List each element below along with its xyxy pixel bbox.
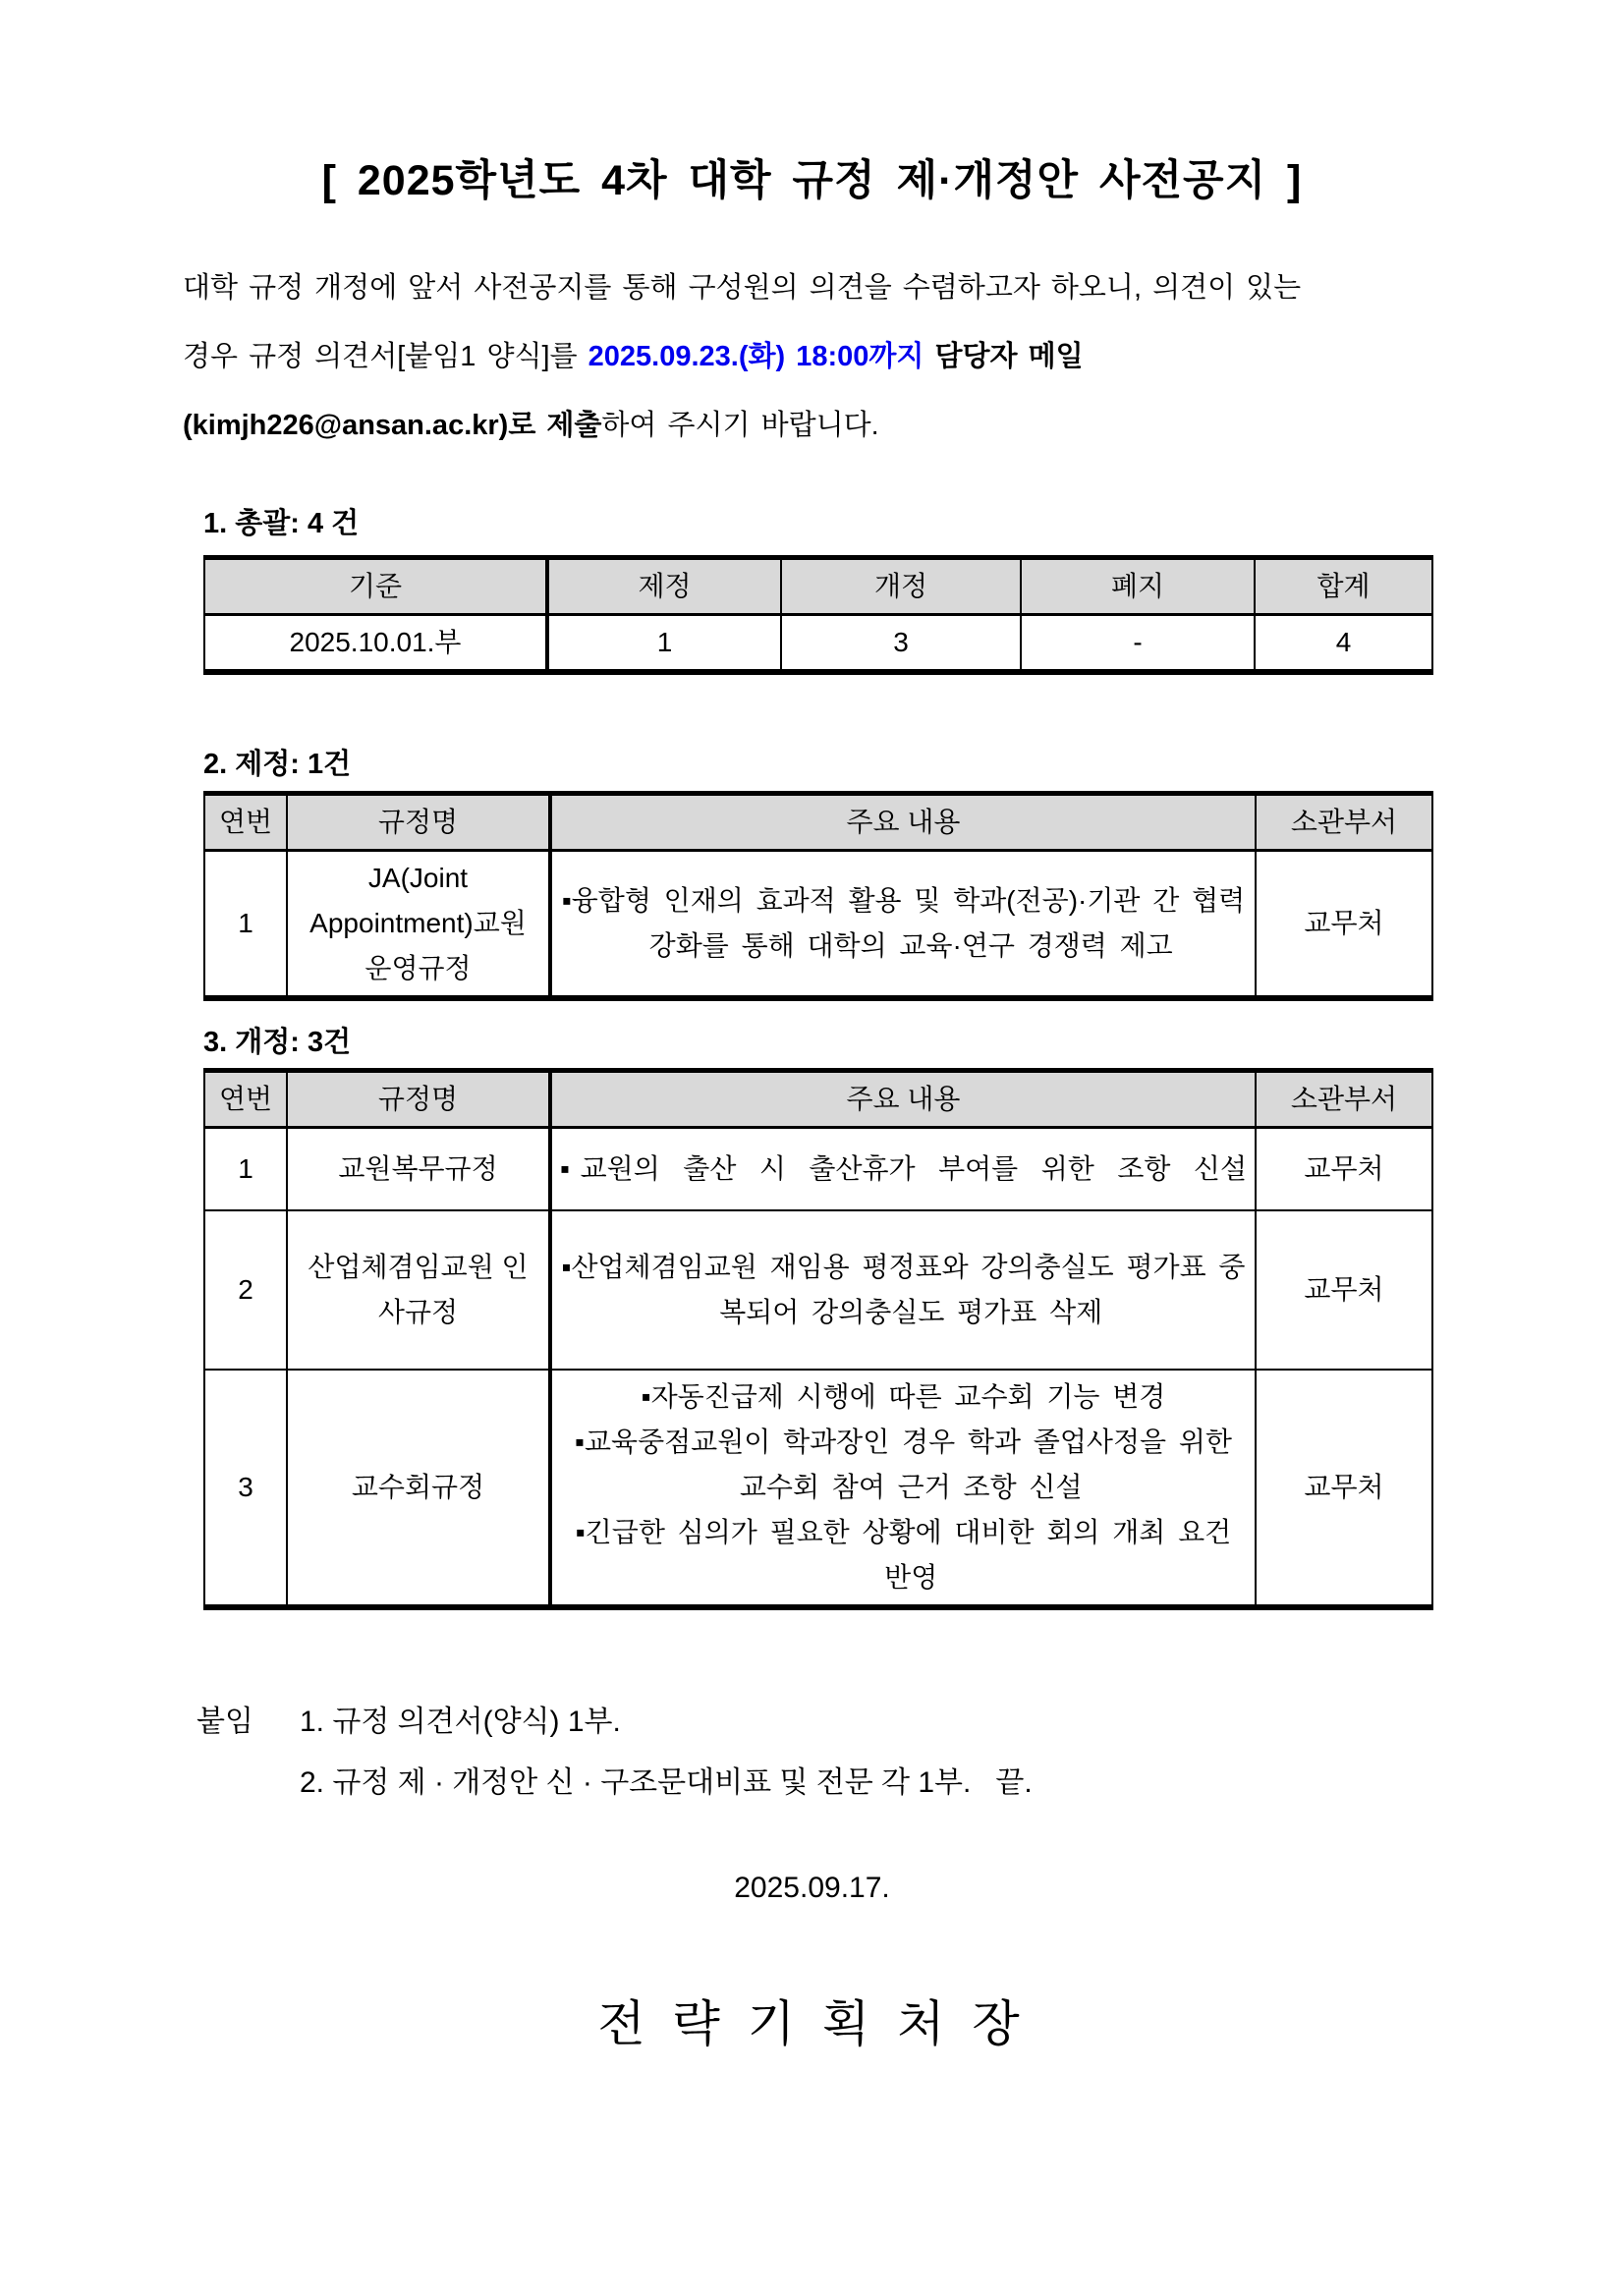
column-header-no: 연번	[204, 794, 287, 851]
regulation-name-cell: 교원복무규정	[287, 1128, 550, 1210]
bullet-item: ▪교육중점교원이 학과장인 경우 학과 졸업사정을 위한 교수회 참여 근거 조항 신설	[575, 1426, 1232, 1502]
regulation-content-cell	[550, 1128, 1256, 1210]
signature-title: 전 략 기 획 처 장	[597, 1996, 1027, 2051]
column-header-name: 규정명	[287, 1071, 550, 1128]
attachments-label: 붙임	[196, 1706, 253, 1738]
abolished-count-cell: -	[1021, 615, 1255, 673]
enactment-header-row	[204, 794, 1432, 851]
bullet-item: ▪교원의 출산 시 출산휴가 부여를 위한 조항 신설	[560, 1152, 1247, 1184]
regulation-name-cell: JA(Joint Appointment)교원 운영규정	[287, 851, 550, 999]
row-no-cell: 1	[204, 1128, 287, 1210]
amended-count-cell: 3	[781, 615, 1021, 673]
bullet-item: ▪자동진급제 시행에 따른 교수회 기능 변경	[641, 1380, 1166, 1412]
regulation-content-cell	[550, 1210, 1256, 1370]
intro-line-2	[183, 322, 1440, 391]
intro-text: 대학 규정 개정에 앞서 사전공지를 통해 구성원의 의견을 수렴하고자 하오니, 의견이 있는	[183, 272, 1302, 304]
column-header-dept: 소관부서	[1256, 1071, 1432, 1128]
contact-email: (kimjh226@ansan.ac.kr)로 제출	[183, 410, 602, 441]
column-header-enacted: 제정	[547, 558, 781, 615]
summary-table	[203, 555, 1433, 675]
contact-label: 담당자 메일	[924, 341, 1084, 372]
department-cell: 교무처	[1256, 1370, 1432, 1607]
intro-text: 경우 규정 의견서[붙임1 양식]를	[183, 341, 588, 372]
enactment-table	[203, 791, 1433, 1001]
column-header-no: 연번	[204, 1071, 287, 1128]
attachment-item: 2. 규정 제 · 개정안 신 · 구조문대비표 및 전문 각 1부. 끝.	[300, 1766, 1033, 1799]
row-no-cell: 1	[204, 851, 287, 999]
page-title: [ 2025학년도 4차 대학 규정 제·개정안 사전공지 ]	[321, 157, 1303, 204]
bullet-item: ▪융합형 인재의 효과적 활용 및 학과(전공)·기관 간 협력 강화를 통해 대학의 교육·연구 경쟁력 제고	[561, 885, 1246, 961]
section-heading-enactment: 2. 제정: 1건	[203, 749, 352, 780]
intro-paragraph	[183, 253, 1440, 460]
column-header-dept: 소관부서	[1256, 794, 1432, 851]
summary-header-row	[204, 558, 1432, 615]
amendment-table	[203, 1068, 1433, 1610]
bullet-item: ▪긴급한 심의가 필요한 상황에 대비한 회의 개최 요건 반영	[575, 1516, 1232, 1593]
intro-line-3	[183, 391, 1440, 460]
department-cell: 교무처	[1256, 1210, 1432, 1370]
department-cell: 교무처	[1256, 851, 1432, 999]
column-header-total: 합계	[1255, 558, 1432, 615]
bullet-item: ▪산업체겸임교원 재임용 평정표와 강의충실도 평가표 중복되어 강의충실도 평가표 삭제	[561, 1251, 1246, 1327]
regulation-content-cell	[550, 851, 1256, 999]
total-count-cell: 4	[1255, 615, 1432, 673]
intro-line-1	[183, 253, 1440, 322]
section-heading-summary: 1. 총괄: 4 건	[203, 508, 360, 539]
row-no-cell: 2	[204, 1210, 287, 1370]
section-heading-amendment: 3. 개정: 3건	[203, 1027, 352, 1058]
department-cell: 교무처	[1256, 1128, 1432, 1210]
row-no-cell: 3	[204, 1370, 287, 1607]
regulation-name-cell: 산업체겸임교원 인사규정	[287, 1210, 550, 1370]
column-header-basis: 기준	[204, 558, 547, 615]
enacted-count-cell: 1	[547, 615, 781, 673]
table-row	[204, 851, 1432, 999]
table-row	[204, 1128, 1432, 1210]
attachments-section	[196, 1692, 1033, 1814]
table-row	[204, 1370, 1432, 1607]
column-header-amended: 개정	[781, 558, 1021, 615]
table-row	[204, 1210, 1432, 1370]
deadline-text: 2025.09.23.(화) 18:00까지	[588, 341, 924, 372]
column-header-name: 규정명	[287, 794, 550, 851]
regulation-content-cell	[550, 1370, 1256, 1607]
attachments-list	[300, 1692, 1033, 1814]
basis-date-cell: 2025.10.01.부	[204, 615, 547, 673]
column-header-content: 주요 내용	[550, 1071, 1256, 1128]
column-header-abolished: 폐지	[1021, 558, 1255, 615]
summary-data-row	[204, 615, 1432, 673]
attachment-item: 1. 규정 의견서(양식) 1부.	[300, 1706, 621, 1738]
regulation-name-cell: 교수회규정	[287, 1370, 550, 1607]
amendment-header-row	[204, 1071, 1432, 1128]
intro-text: 하여 주시기 바랍니다.	[601, 410, 879, 441]
document-date: 2025.09.17.	[734, 1872, 890, 1904]
column-header-content: 주요 내용	[550, 794, 1256, 851]
